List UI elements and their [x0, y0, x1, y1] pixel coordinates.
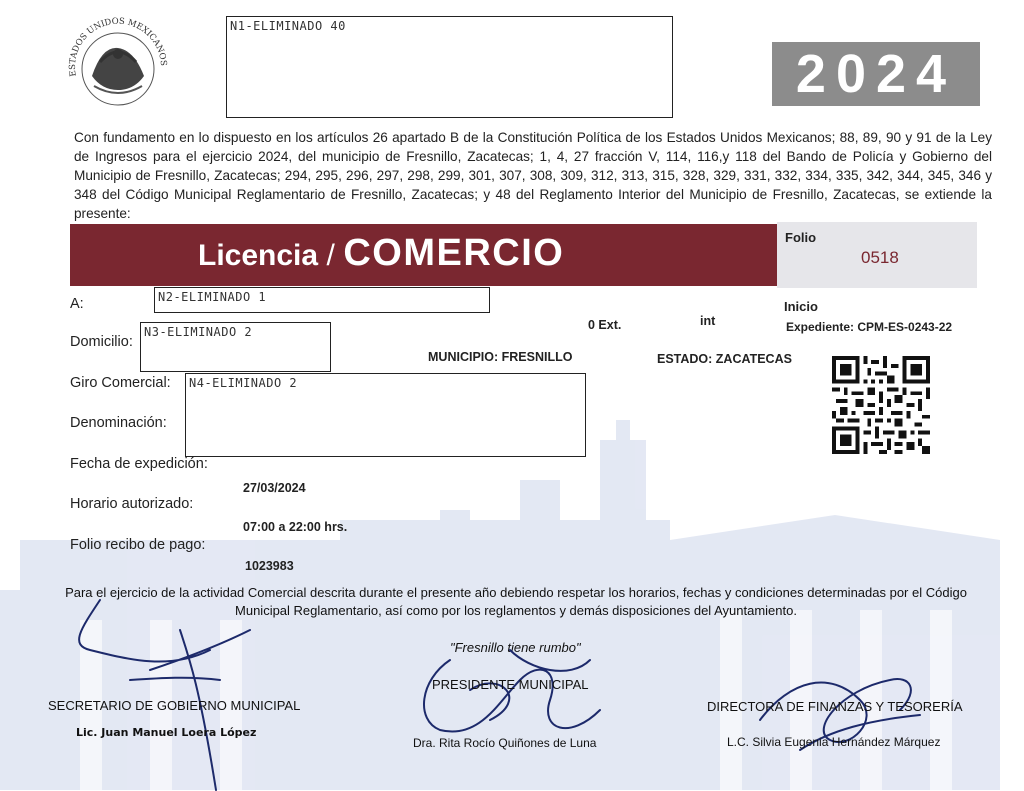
- schedule-value: 07:00 a 22:00 hrs.: [243, 520, 348, 534]
- recipient-label: A:: [70, 296, 84, 312]
- business-name-label: Denominación:: [70, 415, 167, 431]
- expediente-number: Expediente: CPM-ES-0243-22: [786, 320, 953, 334]
- qr-code: [832, 356, 930, 454]
- redacted-field-top: N1-ELIMINADO 40: [226, 16, 673, 118]
- signature-secretario: [70, 590, 260, 791]
- presidente-title: PRESIDENTE MUNICIPAL: [432, 677, 589, 692]
- folio-panel: [777, 222, 977, 288]
- schedule-label: Horario autorizado:: [70, 496, 194, 512]
- signature-directora: [740, 660, 930, 770]
- business-redacted: N4-ELIMINADO 2: [185, 373, 586, 457]
- folio-value: 0518: [861, 248, 899, 267]
- exterior-number: 0 Ext.: [588, 318, 622, 332]
- legal-basis-paragraph: Con fundamento en lo dispuesto en los artículos 26 apartado B de la Constitución Política de los Estados Unidos Mexicanos; 88, 89, 90 y 91 de la Ley de Ingresos para el ejercicio 2024, del municipio de Fresnillo, Zacatecas; 1, 4, 27 fracción V, 114, 116,y 118 del Bando de Policía y Gobierno del Municipio de Fresnillo, Zacatecas; 294, 295, 296, 297, 298, 299, 301, 307, 308, 309, 312, 313, 315, 328, 329, 331, 332, 334, 335, 342, 344, 345, 346 y 348 del Código Municipal Reglamentario de Fresnillo, Zacatecas; y 48 del Reglamento Interior del Municipio de Fresnillo, Zacatecas, se extiende la presente:: [74, 130, 992, 221]
- seal-text: ESTADOS UNIDOS MEXICANOS: [67, 16, 169, 78]
- state: ESTADO: ZACATECAS: [657, 352, 792, 366]
- closing-paragraph: Para el ejercicio de la actividad Comercial descrita durante el presente año debiendo respetar los horarios, fechas y condiciones determinadas por el Código Municipal Reglamentario, así como por los reglamentos y demás disposiciones del Ayuntamiento.: [65, 585, 967, 618]
- issue-date-value: 27/03/2024: [243, 481, 306, 495]
- inicio-label: Inicio: [784, 299, 818, 314]
- directora-title: DIRECTORA DE FINANZAS Y TESORERÍA: [707, 699, 963, 714]
- folio-label: Folio: [785, 230, 817, 245]
- address-redacted: N3-ELIMINADO 2: [140, 322, 331, 372]
- presidente-name: Dra. Rita Rocío Quiñones de Luna: [413, 736, 597, 750]
- issue-date-label: Fecha de expedición:: [70, 456, 208, 472]
- directora-name: L.C. Silvia Eugenia Hernández Márquez: [727, 735, 941, 749]
- motto: "Fresnillo tiene rumbo": [450, 640, 581, 655]
- signature-presidente: [410, 640, 610, 750]
- mexican-coat-of-arms-seal: [62, 14, 174, 124]
- business-type-label: Giro Comercial:: [70, 375, 171, 391]
- banner-licencia: Licencia: [198, 239, 319, 272]
- address-label: Domicilio:: [70, 334, 133, 350]
- secretario-title: SECRETARIO DE GOBIERNO MUNICIPAL: [48, 698, 301, 713]
- banner-comercio: COMERCIO: [343, 232, 565, 274]
- receipt-label: Folio recibo de pago:: [70, 537, 206, 553]
- banner-separator: /: [326, 239, 335, 272]
- recipient-redacted: N2-ELIMINADO 1: [154, 287, 490, 313]
- receipt-value: 1023983: [245, 559, 294, 573]
- interior-number: int: [700, 314, 716, 328]
- license-type-banner: [70, 224, 777, 286]
- year-badge: 2024: [772, 42, 980, 106]
- municipality: MUNICIPIO: FRESNILLO: [428, 350, 573, 364]
- secretario-name: Lic. Juan Manuel Loera López: [76, 726, 257, 739]
